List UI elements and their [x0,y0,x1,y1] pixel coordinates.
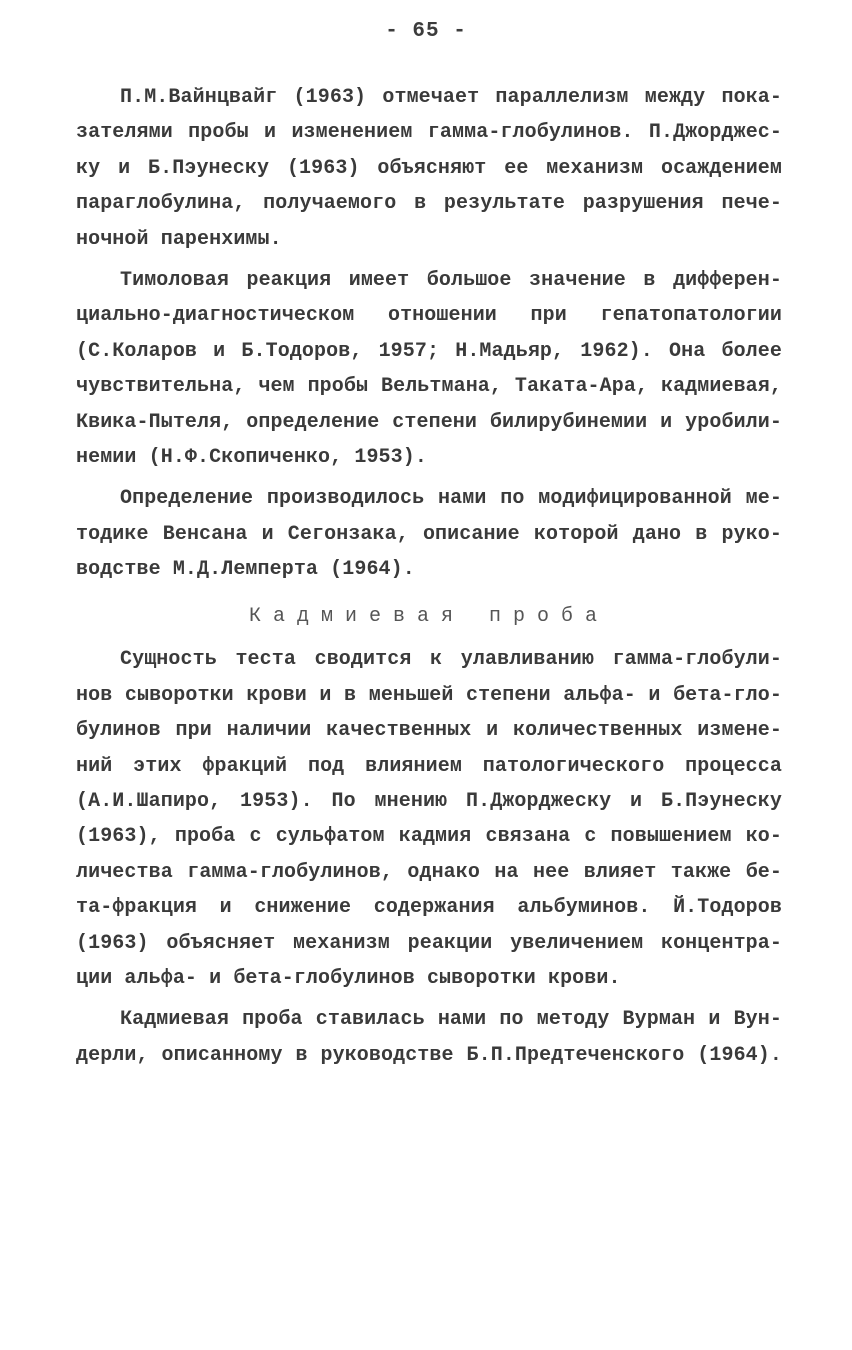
text-line: ции альфа- и бета-глобулинов сыворотки крови. [76,966,621,990]
text-line: водстве М.Д.Лемперта (1964). [76,558,415,582]
paragraph-cadmium-essence [76,642,782,996]
text-line: дерли, описанному в руководстве Б.П.Предтеченского (1964). [76,1043,782,1067]
text-line: Определение производилось нами по модифицированной ме- [120,487,782,511]
text-line: (1963), проба с сульфатом кадмия связана с повышением ко- [76,825,782,849]
page-number: - 65 - [385,20,467,43]
text-line: та-фракция и снижение содержания альбуминов. Й.Тодоров [76,896,782,920]
section-heading: Кадмиевая проба [248,605,610,629]
text-line: (А.И.Шапиро, 1953). По мнению П.Джорджеску и Б.Пэунеску [76,790,782,814]
paragraph-thymol-reaction [76,263,782,475]
text-line: циально-диагностическом отношении при гепатопатологии [76,304,782,328]
text-line: булинов при наличии качественных и количественных измене- [76,719,782,743]
text-line: параглобулина, получаемого в результате разрушения пече- [76,192,782,216]
text-line: П.М.Вайнцвайг (1963) отмечает параллелизм между пока- [120,86,782,109]
text-line: ний этих фракций под влиянием патологического процесса [76,754,782,778]
text-line: немии (Н.Ф.Скопиченко, 1953). [76,445,427,469]
text-line: нов сыворотки крови и в меньшей степени альфа- и бета-гло- [76,683,782,707]
text-line: ку и Б.Пэунеску (1963) объясняют ее механизм осаждением [76,156,782,180]
text-line: Квика-Пытеля, определение степени билирубинемии и уробили- [76,410,782,434]
text-line: (1963) объясняет механизм реакции увеличением концентра- [76,931,782,955]
text-line: тодике Венсана и Сегонзака, описание которой дано в руко- [76,522,782,546]
paragraph-vainzweig [76,80,782,257]
text-line: чувствительна, чем пробы Вельтмана, Таката-Ара, кадмиевая, [76,375,782,399]
text-line: ночной паренхимы. [76,227,282,251]
paragraph-cadmium-method [76,1002,782,1073]
text-line: Кадмиевая проба ставилась нами по методу Вурман и Вун- [120,1008,782,1032]
text-line: зателями пробы и изменением гамма-глобулинов. П.Джорджес- [76,121,782,145]
text-line: личества гамма-глобулинов, однако на нее влияет также бе- [76,860,782,884]
text-line: (С.Коларов и Б.Тодоров, 1957; Н.Мадьяр, 1962). Она более [76,339,782,363]
document-body [76,80,782,1073]
paragraph-method [76,481,782,587]
text-line: Сущность теста сводится к улавливанию гамма-глобули- [120,648,782,672]
text-line: Тимоловая реакция имеет большое значение в дифферен- [120,268,782,292]
